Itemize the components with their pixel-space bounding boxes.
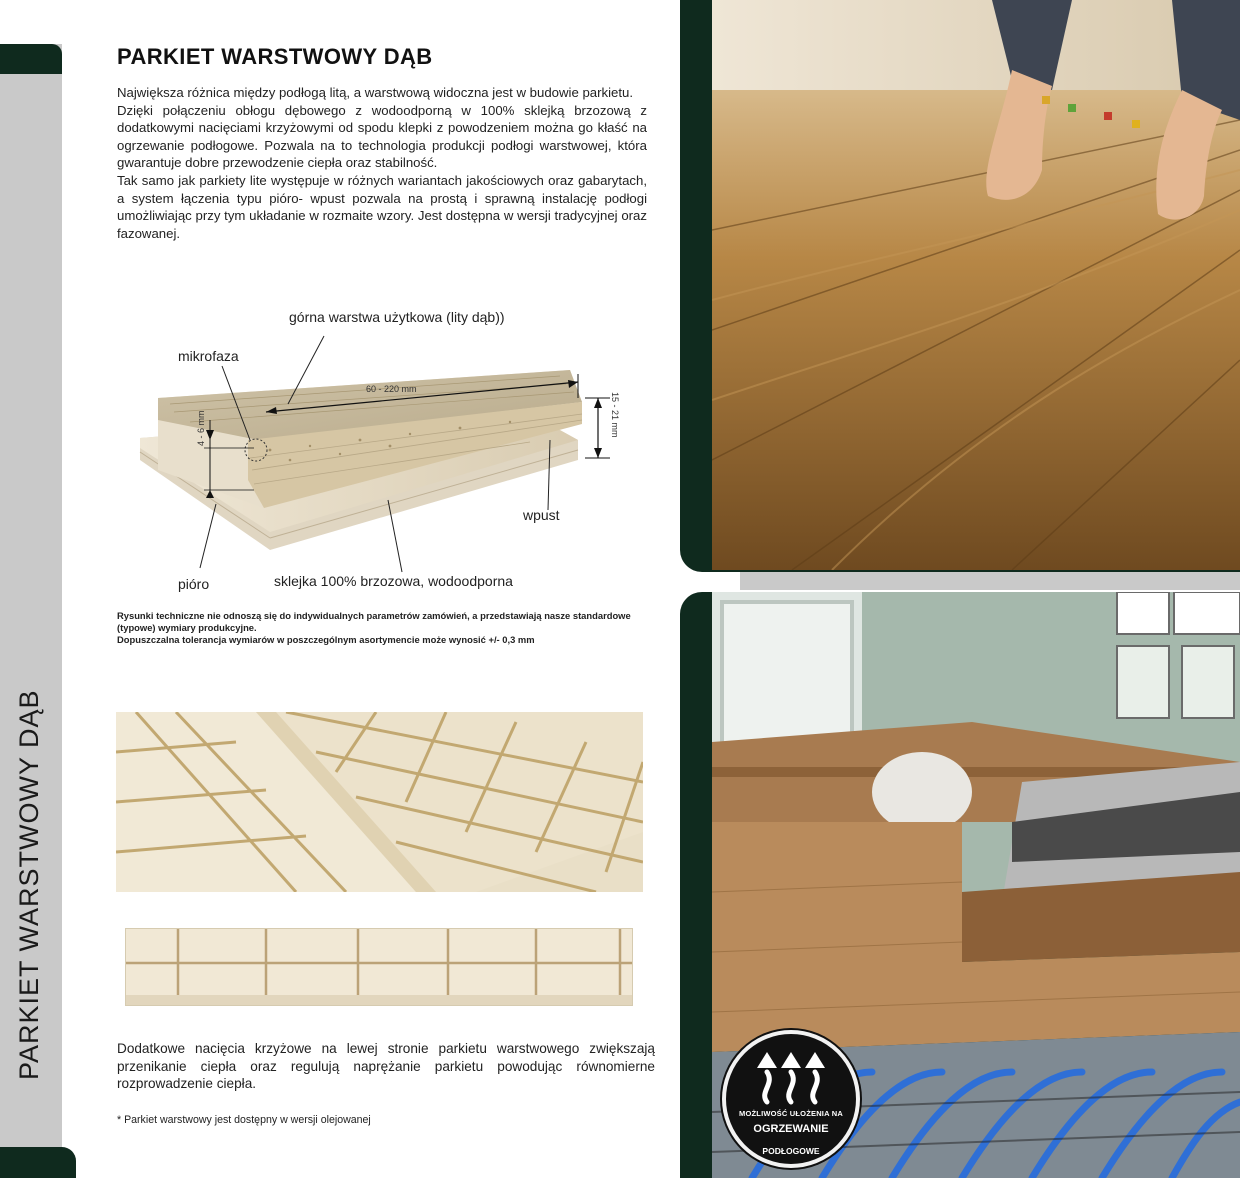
layer-diagram: [130, 300, 650, 600]
page-title: PARKIET WARSTWOWY DĄB: [117, 44, 433, 69]
label-groove: wpust: [523, 507, 560, 523]
label-thickness-total: 15 - 21 mm: [610, 392, 620, 438]
heat-arrows-icon: [753, 1048, 829, 1106]
intro-text: [117, 84, 647, 242]
side-band-cap: [0, 44, 62, 74]
label-tongue: pióro: [178, 576, 210, 592]
badge-caption-sub: PODŁOGOWE: [762, 1146, 820, 1156]
plywood-strip-photo: [125, 928, 633, 1006]
footnote: * Parkiet warstwowy jest dostępny w wersji olejowanej: [117, 1114, 371, 1126]
label-microbevel: mikrofaza: [178, 348, 239, 364]
badge-caption-main: OGRZEWANIE: [753, 1123, 829, 1135]
side-band-foot: [0, 1147, 76, 1178]
intro-paragraph-2: Dzięki połączeniu obłogu dębowego z wodoodporną w 100% sklejką brzozową z dodatkowymi nacięciami krzyżowymi od spodu klepki z powodzeniem można go kłaść na ogrzewanie podłogowe. Pozwala na to technologia produkcji podłogi warstwowej, która gwarantuje dobre przewodzenie ciepła oraz stabilność.: [117, 102, 647, 171]
intro-paragraph-1: Największa różnica między podłogą litą, a warstwową widoczna jest w budowie parkietu.: [117, 85, 634, 100]
underfloor-heating-badge: [722, 1030, 860, 1168]
plywood-underside-photo: [116, 712, 643, 892]
gray-separator: [740, 572, 1240, 590]
side-title: PARKIET WARSTWOWY DĄB: [14, 689, 44, 1080]
plank-illustration: [130, 300, 650, 600]
badge-caption-small: MOŻLIWOŚĆ UŁOŻENIA NA: [739, 1109, 843, 1118]
technical-note: [117, 610, 647, 646]
label-thickness-top: 4 - 6 mm: [196, 410, 206, 446]
technical-note-line-2: Dopuszczalna tolerancja wymiarów w poszczególnym asortymencie może wynosić +/- 0,3 mm: [117, 634, 535, 645]
label-plywood: sklejka 100% brzozowa, wodoodporna: [274, 573, 513, 589]
floor-photo-feet: [712, 0, 1240, 570]
crosscut-description: Dodatkowe nacięcia krzyżowe na lewej stronie parkietu warstwowego zwiększają przenikanie ciepła oraz regulują naprężanie parkietu powodując równomierne rozprowadzenie ciepła.: [117, 1041, 655, 1092]
intro-paragraph-3: Tak samo jak parkiety lite występuje w różnych wariantach jakościowych oraz gabarytach, a system łączenia typu pióro- wpust pozwala na prostą i sprawną instalację podłogi umożliwiając przy tym układanie w rozmaite wzory. Jest dostępna w wersji tradycyjnej oraz fazowanej.: [117, 172, 647, 241]
technical-note-line-1: Rysunki techniczne nie odnoszą się do indywidualnych parametrów zamówień, a przedstawiają nasze standardowe (typowe) wymiary produkcyjne.: [117, 610, 631, 633]
label-width-dim: 60 - 220 mm: [366, 384, 417, 394]
label-top-layer: górna warstwa użytkowa (lity dąb)): [289, 309, 505, 325]
